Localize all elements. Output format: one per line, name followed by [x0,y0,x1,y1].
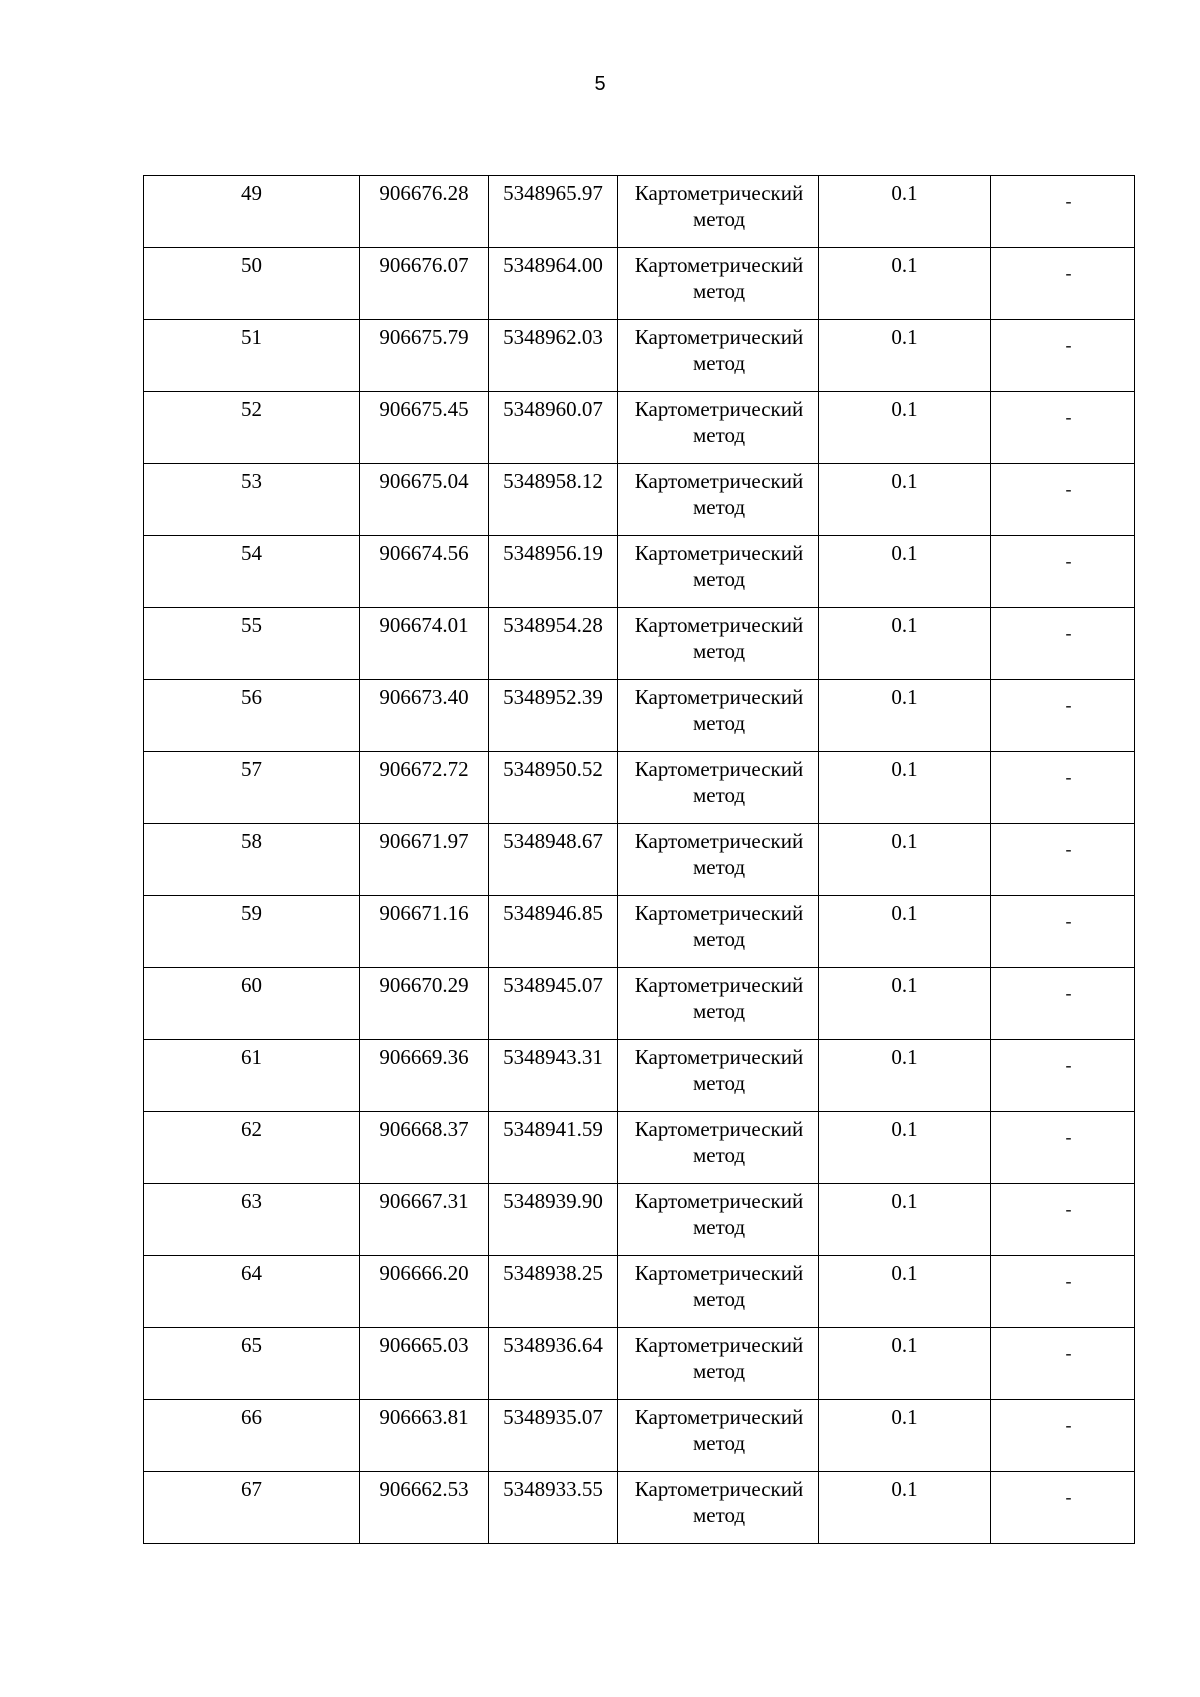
accuracy-cell-text: 0.1 [891,469,918,493]
accuracy-cell [819,896,991,968]
table-row [144,248,1135,320]
table-row [144,392,1135,464]
x-coordinate-cell [360,824,489,896]
note-cell-text: - [1065,1127,1072,1147]
x-coordinate-cell [360,608,489,680]
table-row [144,1040,1135,1112]
x-coordinate-cell [360,176,489,248]
method-cell [618,1040,819,1112]
point-number-cell-text: 60 [241,973,262,997]
method-cell [618,176,819,248]
accuracy-cell-text: 0.1 [891,253,918,277]
note-cell-text: - [1065,911,1072,931]
x-coordinate-cell [360,752,489,824]
y-coordinate-cell [489,1184,618,1256]
accuracy-cell-text: 0.1 [891,397,918,421]
x-coordinate-cell [360,1112,489,1184]
y-coordinate-cell [489,680,618,752]
point-number-cell-text: 52 [241,397,262,421]
y-coordinate-cell [489,1256,618,1328]
method-cell [618,248,819,320]
point-number-cell [144,464,360,536]
accuracy-cell-text: 0.1 [891,1477,918,1501]
y-coordinate-cell-text: 5348952.39 [503,685,603,709]
y-coordinate-cell [489,248,618,320]
method-cell-text: Картометрический метод [634,1189,804,1239]
y-coordinate-cell-text: 5348960.07 [503,397,603,421]
point-number-cell-text: 64 [241,1261,262,1285]
x-coordinate-cell-text: 906672.72 [379,757,469,781]
table-row [144,680,1135,752]
y-coordinate-cell-text: 5348938.25 [503,1261,603,1285]
note-cell-text: - [1065,191,1072,211]
point-number-cell [144,896,360,968]
y-coordinate-cell-text: 5348936.64 [503,1333,603,1357]
note-cell [991,464,1135,536]
method-cell-text: Картометрический метод [634,325,804,375]
accuracy-cell [819,608,991,680]
y-coordinate-cell-text: 5348962.03 [503,325,603,349]
point-number-cell-text: 57 [241,757,262,781]
accuracy-cell-text: 0.1 [891,1333,918,1357]
x-coordinate-cell-text: 906675.04 [379,469,469,493]
table-row [144,824,1135,896]
note-cell-text: - [1065,1415,1072,1435]
accuracy-cell [819,824,991,896]
page-number: 5 [594,73,606,95]
x-coordinate-cell [360,896,489,968]
accuracy-cell-text: 0.1 [891,1189,918,1213]
method-cell [618,1472,819,1544]
accuracy-cell-text: 0.1 [891,541,918,565]
point-number-cell [144,1256,360,1328]
x-coordinate-cell [360,1184,489,1256]
method-cell-text: Картометрический метод [634,181,804,231]
accuracy-cell [819,248,991,320]
accuracy-cell-text: 0.1 [891,325,918,349]
note-cell [991,680,1135,752]
method-cell [618,968,819,1040]
accuracy-cell [819,1472,991,1544]
note-cell-text: - [1065,551,1072,571]
accuracy-cell-text: 0.1 [891,901,918,925]
y-coordinate-cell-text: 5348954.28 [503,613,603,637]
point-number-cell-text: 67 [241,1477,262,1501]
accuracy-cell-text: 0.1 [891,685,918,709]
y-coordinate-cell [489,608,618,680]
table-row [144,968,1135,1040]
note-cell [991,608,1135,680]
x-coordinate-cell-text: 906671.16 [379,901,469,925]
point-number-cell-text: 66 [241,1405,262,1429]
method-cell-text: Картометрический метод [634,973,804,1023]
accuracy-cell [819,968,991,1040]
note-cell [991,1184,1135,1256]
y-coordinate-cell-text: 5348941.59 [503,1117,603,1141]
y-coordinate-cell-text: 5348950.52 [503,757,603,781]
point-number-cell [144,320,360,392]
accuracy-cell-text: 0.1 [891,757,918,781]
note-cell-text: - [1065,479,1072,499]
accuracy-cell-text: 0.1 [891,973,918,997]
table-row [144,1256,1135,1328]
method-cell-text: Картометрический метод [634,1477,804,1527]
note-cell-text: - [1065,1343,1072,1363]
table-row [144,464,1135,536]
table-row [144,608,1135,680]
note-cell [991,536,1135,608]
accuracy-cell [819,1040,991,1112]
table-row [144,1328,1135,1400]
point-number-cell [144,1472,360,1544]
x-coordinate-cell-text: 906675.79 [379,325,469,349]
note-cell [991,1256,1135,1328]
y-coordinate-cell [489,176,618,248]
x-coordinate-cell [360,248,489,320]
y-coordinate-cell [489,1328,618,1400]
y-coordinate-cell-text: 5348964.00 [503,253,603,277]
point-number-cell-text: 54 [241,541,262,565]
method-cell [618,1328,819,1400]
x-coordinate-cell-text: 906674.01 [379,613,469,637]
x-coordinate-cell-text: 906673.40 [379,685,469,709]
note-cell [991,1472,1135,1544]
y-coordinate-cell [489,536,618,608]
x-coordinate-cell [360,1400,489,1472]
point-number-cell [144,392,360,464]
method-cell-text: Картометрический метод [634,253,804,303]
table-row [144,896,1135,968]
y-coordinate-cell-text: 5348945.07 [503,973,603,997]
method-cell-text: Картометрический метод [634,469,804,519]
accuracy-cell [819,392,991,464]
note-cell-text: - [1065,407,1072,427]
y-coordinate-cell [489,392,618,464]
note-cell [991,752,1135,824]
note-cell-text: - [1065,1055,1072,1075]
note-cell [991,896,1135,968]
y-coordinate-cell [489,1112,618,1184]
x-coordinate-cell-text: 906674.56 [379,541,469,565]
y-coordinate-cell [489,1472,618,1544]
x-coordinate-cell [360,536,489,608]
x-coordinate-cell-text: 906675.45 [379,397,469,421]
note-cell [991,176,1135,248]
y-coordinate-cell-text: 5348935.07 [503,1405,603,1429]
y-coordinate-cell-text: 5348956.19 [503,541,603,565]
y-coordinate-cell-text: 5348948.67 [503,829,603,853]
accuracy-cell-text: 0.1 [891,1405,918,1429]
point-number-cell-text: 50 [241,253,262,277]
point-number-cell-text: 51 [241,325,262,349]
method-cell [618,1256,819,1328]
note-cell [991,392,1135,464]
accuracy-cell [819,176,991,248]
point-number-cell [144,176,360,248]
point-number-cell [144,968,360,1040]
point-number-cell [144,1400,360,1472]
method-cell [618,752,819,824]
x-coordinate-cell [360,320,489,392]
table-row [144,1472,1135,1544]
note-cell-text: - [1065,983,1072,1003]
method-cell [618,536,819,608]
y-coordinate-cell [489,1040,618,1112]
accuracy-cell [819,1112,991,1184]
y-coordinate-cell-text: 5348939.90 [503,1189,603,1213]
x-coordinate-cell-text: 906667.31 [379,1189,469,1213]
point-number-cell-text: 63 [241,1189,262,1213]
note-cell [991,1040,1135,1112]
note-cell-text: - [1065,839,1072,859]
y-coordinate-cell-text: 5348965.97 [503,181,603,205]
x-coordinate-cell-text: 906676.07 [379,253,469,277]
table-row [144,320,1135,392]
note-cell [991,248,1135,320]
y-coordinate-cell-text: 5348958.12 [503,469,603,493]
table-row [144,752,1135,824]
x-coordinate-cell-text: 906671.97 [379,829,469,853]
method-cell-text: Картометрический метод [634,685,804,735]
accuracy-cell [819,752,991,824]
method-cell [618,392,819,464]
coordinates-table-body [144,176,1135,1544]
method-cell-text: Картометрический метод [634,1045,804,1095]
accuracy-cell [819,680,991,752]
method-cell [618,464,819,536]
accuracy-cell-text: 0.1 [891,829,918,853]
x-coordinate-cell [360,1328,489,1400]
accuracy-cell-text: 0.1 [891,613,918,637]
y-coordinate-cell [489,752,618,824]
x-coordinate-cell [360,680,489,752]
note-cell [991,1112,1135,1184]
note-cell [991,968,1135,1040]
point-number-cell [144,1328,360,1400]
point-number-cell [144,752,360,824]
note-cell [991,320,1135,392]
point-number-cell [144,680,360,752]
y-coordinate-cell [489,824,618,896]
method-cell [618,1112,819,1184]
x-coordinate-cell-text: 906662.53 [379,1477,469,1501]
table-row [144,176,1135,248]
x-coordinate-cell [360,1040,489,1112]
point-number-cell-text: 49 [241,181,262,205]
method-cell [618,824,819,896]
point-number-cell [144,1184,360,1256]
accuracy-cell [819,464,991,536]
note-cell-text: - [1065,623,1072,643]
method-cell [618,1184,819,1256]
coordinates-table [143,175,1135,1544]
method-cell-text: Картометрический метод [634,613,804,663]
x-coordinate-cell-text: 906666.20 [379,1261,469,1285]
x-coordinate-cell-text: 906676.28 [379,181,469,205]
note-cell-text: - [1065,767,1072,787]
x-coordinate-cell [360,1256,489,1328]
x-coordinate-cell [360,968,489,1040]
accuracy-cell-text: 0.1 [891,181,918,205]
note-cell-text: - [1065,1271,1072,1291]
point-number-cell-text: 59 [241,901,262,925]
method-cell-text: Картометрический метод [634,541,804,591]
point-number-cell-text: 53 [241,469,262,493]
method-cell-text: Картометрический метод [634,397,804,447]
note-cell [991,824,1135,896]
y-coordinate-cell [489,464,618,536]
table-row [144,1112,1135,1184]
y-coordinate-cell-text: 5348943.31 [503,1045,603,1069]
method-cell-text: Картометрический метод [634,1261,804,1311]
note-cell-text: - [1065,1487,1072,1507]
y-coordinate-cell [489,1400,618,1472]
note-cell [991,1328,1135,1400]
method-cell-text: Картометрический метод [634,757,804,807]
note-cell-text: - [1065,263,1072,283]
method-cell-text: Картометрический метод [634,1117,804,1167]
method-cell-text: Картометрический метод [634,1405,804,1455]
x-coordinate-cell-text: 906670.29 [379,973,469,997]
accuracy-cell [819,536,991,608]
method-cell-text: Картометрический метод [634,829,804,879]
method-cell-text: Картометрический метод [634,901,804,951]
y-coordinate-cell [489,896,618,968]
x-coordinate-cell-text: 906669.36 [379,1045,469,1069]
point-number-cell-text: 56 [241,685,262,709]
x-coordinate-cell-text: 906665.03 [379,1333,469,1357]
point-number-cell-text: 65 [241,1333,262,1357]
note-cell-text: - [1065,335,1072,355]
accuracy-cell [819,320,991,392]
x-coordinate-cell [360,464,489,536]
note-cell-text: - [1065,695,1072,715]
x-coordinate-cell-text: 906668.37 [379,1117,469,1141]
note-cell [991,1400,1135,1472]
y-coordinate-cell-text: 5348946.85 [503,901,603,925]
table-row [144,1400,1135,1472]
accuracy-cell-text: 0.1 [891,1045,918,1069]
point-number-cell-text: 61 [241,1045,262,1069]
table-row [144,536,1135,608]
method-cell-text: Картометрический метод [634,1333,804,1383]
point-number-cell [144,1112,360,1184]
method-cell [618,320,819,392]
point-number-cell [144,248,360,320]
point-number-cell-text: 58 [241,829,262,853]
method-cell [618,608,819,680]
x-coordinate-cell [360,1472,489,1544]
y-coordinate-cell [489,320,618,392]
accuracy-cell [819,1400,991,1472]
x-coordinate-cell [360,392,489,464]
table-row [144,1184,1135,1256]
x-coordinate-cell-text: 906663.81 [379,1405,469,1429]
accuracy-cell-text: 0.1 [891,1117,918,1141]
y-coordinate-cell [489,968,618,1040]
accuracy-cell [819,1328,991,1400]
point-number-cell-text: 55 [241,613,262,637]
method-cell [618,896,819,968]
point-number-cell [144,1040,360,1112]
point-number-cell [144,824,360,896]
accuracy-cell-text: 0.1 [891,1261,918,1285]
method-cell [618,1400,819,1472]
accuracy-cell [819,1184,991,1256]
point-number-cell [144,608,360,680]
y-coordinate-cell-text: 5348933.55 [503,1477,603,1501]
point-number-cell-text: 62 [241,1117,262,1141]
method-cell [618,680,819,752]
point-number-cell [144,536,360,608]
accuracy-cell [819,1256,991,1328]
note-cell-text: - [1065,1199,1072,1219]
